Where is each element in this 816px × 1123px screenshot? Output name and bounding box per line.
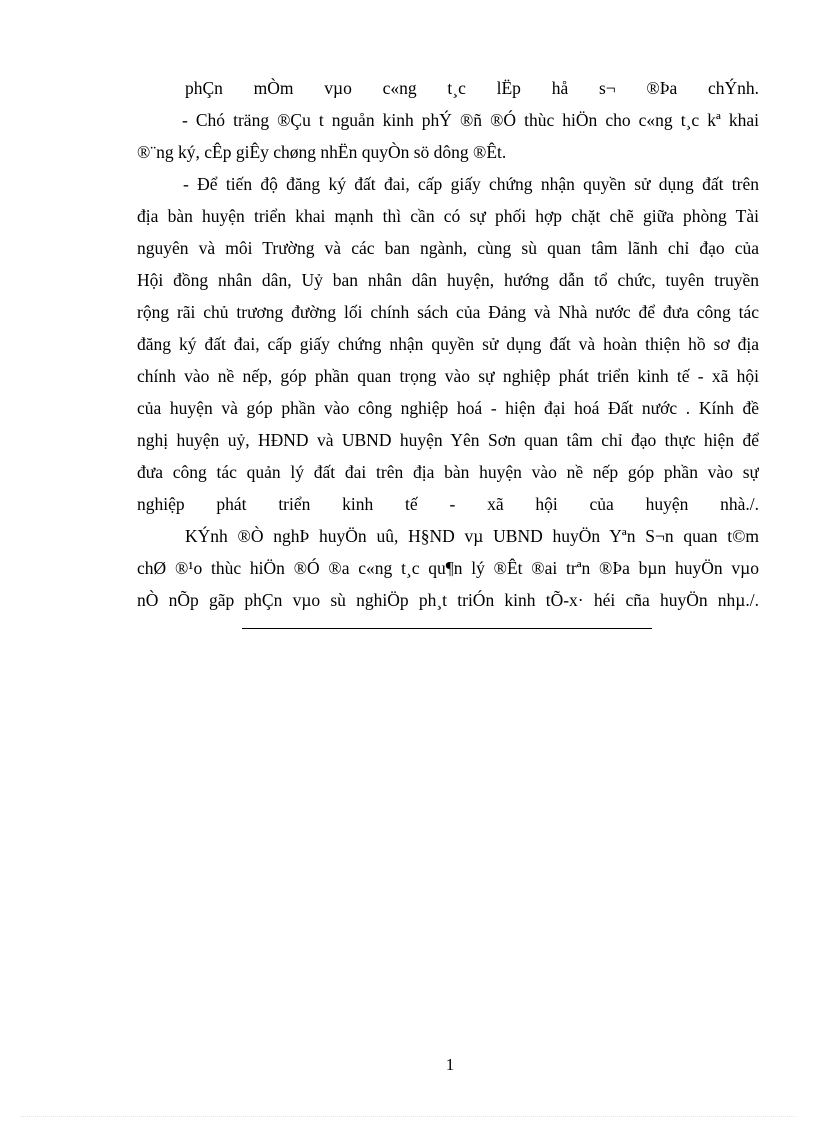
text-line: - Chó träng ®Çu t nguån kinh phÝ ®ñ ®Ó thùc hiÖn cho c«ng t¸c kª khai	[182, 110, 759, 130]
text-line: phÇn mÒm vµo c«ng t¸c lËp hå s¬ ®Þa chÝnh.	[185, 78, 759, 98]
body-text	[137, 72, 759, 616]
text-line: nÒ nÕp gãp phÇn vµo sù nghiÖp ph¸t triÓn kinh tÕ-x· héi cña huyÖn nhµ./.	[137, 590, 759, 610]
text-line: nghị huyện uỷ, HĐND và UBND huyện Yên Sơn quan tâm chỉ đạo thực hiện để	[137, 430, 759, 450]
text-line: nguyên và môi Trường và các ban ngành, cùng sù quan tâm lãnh chỉ đạo của	[137, 238, 759, 258]
text-line: chính vào nề nếp, góp phần quan trọng vào sự nghiệp phát triển kinh tế - xã hội	[137, 366, 759, 386]
text-line: Hội đồng nhân dân, Uỷ ban nhân dân huyện, hướng dẫn tổ chức, tuyên truyền	[137, 270, 759, 290]
text-line: địa bàn huyện triển khai mạnh thì cần có sự phối hợp chặt chẽ giữa phòng Tài	[137, 206, 759, 226]
text-line: đưa công tác quản lý đất đai trên địa bàn huyện vào nề nếp góp phần vào sự	[137, 462, 759, 482]
text-line: nghiệp phát triển kinh tế - xã hội của huyện nhà./.	[137, 494, 759, 514]
text-line: chØ ®¹o thùc hiÖn ®Ó ®a c«ng t¸c qu¶n lý ®Êt ®ai trªn ®Þa bµn huyÖn vµo	[137, 558, 759, 578]
text-line: của huyện và góp phần vào công nghiệp hoá - hiện đại hoá Đất nước . Kính đề	[137, 398, 759, 418]
page-number: 1	[445, 1055, 455, 1074]
text-line: - Để tiến độ đăng ký đất đai, cấp giấy chứng nhận quyền sử dụng đất trên	[183, 174, 759, 194]
text-line: KÝnh ®Ò nghÞ huyÖn uû, H§ND vµ UBND huyÖn Yªn S¬n quan t©m	[185, 526, 759, 546]
page-bottom-border	[20, 1116, 796, 1117]
text-line: đăng ký đất đai, cấp giấy chứng nhận quyền sử dụng đất và hoàn thiện hồ sơ địa	[137, 334, 759, 354]
text-line: ®¨ng ký, cÊp giÊy chøng nhËn quyÒn sö dông ®Êt.	[137, 142, 507, 162]
text-line: rộng rãi chủ trương đường lối chính sách của Đảng và Nhà nước để đưa công tác	[137, 302, 759, 322]
horizontal-rule	[242, 628, 652, 629]
